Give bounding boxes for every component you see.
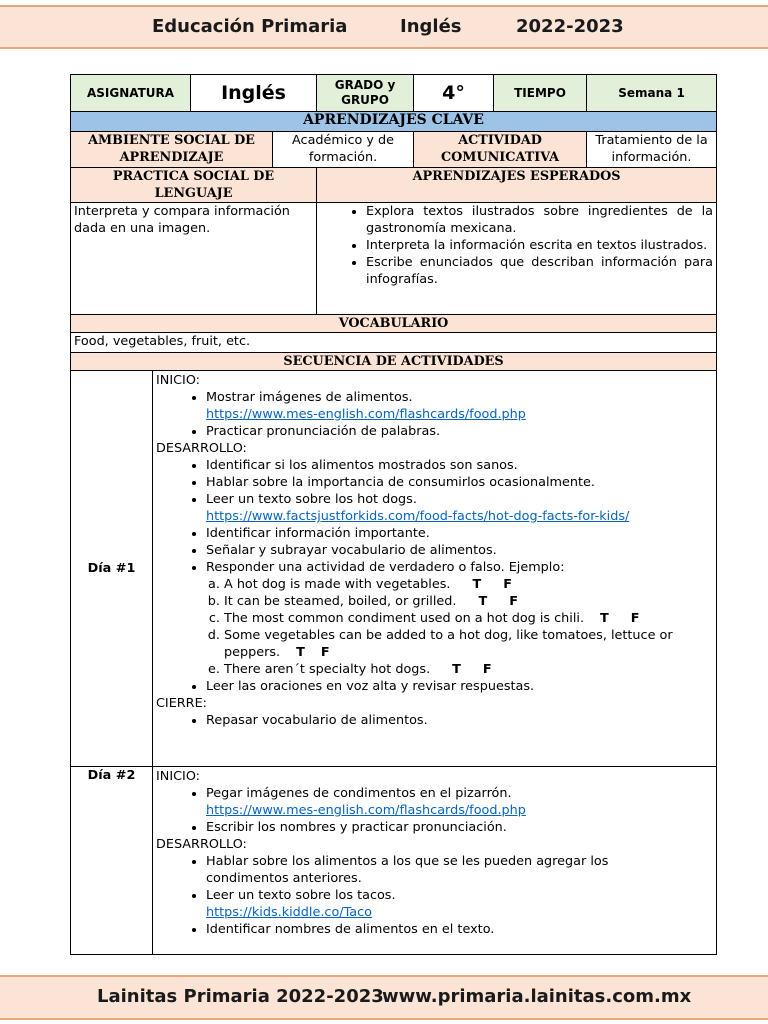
secuencia-heading: SECUENCIA DE ACTIVIDADES bbox=[71, 353, 717, 371]
actividad-label: ACTIVIDAD COMUNICATIVA bbox=[414, 132, 587, 168]
dia1-cierre-item: • Repasar vocabulario de alimentos. bbox=[206, 712, 713, 729]
true-false-list bbox=[156, 576, 713, 678]
dia1-desarrollo-heading: DESARROLLO: bbox=[156, 441, 247, 456]
esperado-item: • Escribe enunciados que describan información para infografías. bbox=[366, 254, 713, 288]
footer-url[interactable]: www.primaria.lainitas.com.mx bbox=[382, 986, 692, 1007]
dia1-inicio-heading: INICIO: bbox=[156, 373, 200, 388]
dia2-inicio-item: • Escribir los nombres y practicar pronunciación. bbox=[206, 819, 713, 836]
dia1-content bbox=[153, 371, 717, 767]
dia2-label: Día #2 bbox=[71, 767, 153, 955]
dia1-row bbox=[71, 371, 717, 767]
header-level: Educación Primaria bbox=[152, 16, 348, 37]
tf-t: T bbox=[478, 594, 488, 609]
dia1-desarrollo-item: • Responder una actividad de verdadero o falso. Ejemplo: bbox=[206, 559, 713, 576]
dia2-inicio-heading: INICIO: bbox=[156, 769, 200, 784]
footer-band bbox=[0, 975, 768, 1020]
tf-f: F bbox=[482, 662, 492, 677]
esperados-label: APRENDIZAJES ESPERADOS bbox=[317, 168, 717, 203]
tf-t: T bbox=[296, 645, 305, 660]
tf-f: F bbox=[320, 645, 330, 660]
dia1-link-2[interactable]: https://www.factsjustforkids.com/food-facts/hot-dog-facts-for-kids/ bbox=[206, 509, 630, 524]
grado-value: 4° bbox=[414, 75, 494, 112]
asignatura-value: Inglés bbox=[191, 75, 317, 112]
tf-f: F bbox=[509, 594, 518, 609]
tiempo-value: Semana 1 bbox=[587, 75, 717, 112]
dia2-desarrollo-item: • Leer un texto sobre los tacos. bbox=[206, 887, 623, 904]
tf-f: F bbox=[630, 611, 640, 626]
dia1-desarrollo-item: • Leer un texto sobre los hot dogs. bbox=[206, 491, 713, 508]
dia2-inicio-item: • Pegar imágenes de condimentos en el pizarrón. bbox=[206, 785, 713, 802]
dia2-link-1[interactable]: https://www.mes-english.com/flashcards/food.php bbox=[206, 803, 526, 818]
tf-item: e. There aren´t specialty hot dogs. T F bbox=[224, 661, 713, 678]
dia1-link-1[interactable]: https://www.mes-english.com/flashcards/food.php bbox=[206, 407, 526, 422]
dia1-inicio-item: • Mostrar imágenes de alimentos. bbox=[206, 389, 713, 406]
actividad-value: Tratamiento de la información. bbox=[587, 132, 717, 168]
dia2-content bbox=[153, 767, 717, 955]
tf-t: T bbox=[452, 662, 461, 677]
dia1-label: Día #1 bbox=[71, 371, 153, 767]
header-year: 2022-2023 bbox=[516, 16, 624, 37]
dia2-row bbox=[71, 767, 717, 955]
footer-brand: Lainitas Primaria 2022-2023 bbox=[97, 986, 384, 1007]
tf-item: a. A hot dog is made with vegetables. T F bbox=[224, 576, 713, 593]
dia1-desarrollo-item: • Identificar si los alimentos mostrados son sanos. bbox=[206, 457, 713, 474]
header-subject: Inglés bbox=[400, 16, 462, 37]
grado-label: GRADO y GRUPO bbox=[317, 75, 414, 112]
dia1-cierre-heading: CIERRE: bbox=[156, 696, 207, 711]
asignatura-label: ASIGNATURA bbox=[71, 75, 191, 112]
vocabulario-heading: VOCABULARIO bbox=[71, 315, 717, 333]
tf-t: T bbox=[472, 577, 482, 592]
dia2-desarrollo-heading: DESARROLLO: bbox=[156, 837, 247, 852]
aprendizajes-clave-heading: APRENDIZAJES CLAVE bbox=[71, 112, 717, 132]
tf-item: b. It can be steamed, boiled, or grilled. T F bbox=[224, 593, 713, 610]
ambiente-label: AMBIENTE SOCIAL DE APRENDIZAJE bbox=[71, 132, 273, 168]
dia1-desarrollo-item: • Señalar y subrayar vocabulario de alimentos. bbox=[206, 542, 713, 559]
esperado-item: • Interpreta la información escrita en textos ilustrados. bbox=[366, 237, 713, 254]
ambiente-row bbox=[71, 132, 717, 168]
esperado-item: • Explora textos ilustrados sobre ingredientes de la gastronomía mexicana. bbox=[366, 203, 713, 237]
practica-value: Interpreta y compara información dada en una imagen. bbox=[71, 203, 317, 315]
dia2-desarrollo-item: • Identificar nombres de alimentos en el texto. bbox=[206, 921, 713, 938]
tf-item: d. Some vegetables can be added to a hot dog, like tomatoes, lettuce or peppers. T F bbox=[224, 627, 713, 661]
vocabulario-value: Food, vegetables, fruit, etc. bbox=[71, 333, 717, 353]
info-row bbox=[71, 75, 717, 112]
practica-row bbox=[71, 203, 717, 315]
dia2-desarrollo-item: • Hablar sobre los alimentos a los que se les pueden agregar los condimentos anteriores. bbox=[206, 853, 623, 887]
dia2-link-2[interactable]: https://kids.kiddle.co/Taco bbox=[206, 905, 372, 920]
practica-label: PRACTICA SOCIAL DE LENGUAJE bbox=[71, 168, 317, 203]
dia1-desarrollo-item: • Leer las oraciones en voz alta y revisar respuestas. bbox=[206, 678, 713, 695]
dia1-desarrollo-item: • Hablar sobre la importancia de consumirlos ocasionalmente. bbox=[206, 474, 713, 491]
tiempo-label: TIEMPO bbox=[494, 75, 587, 112]
dia1-inicio-item: • Practicar pronunciación de palabras. bbox=[206, 423, 713, 440]
tf-f: F bbox=[503, 577, 512, 592]
lesson-plan-table bbox=[70, 74, 717, 955]
ambiente-value: Académico y de formación. bbox=[273, 132, 414, 168]
tf-t: T bbox=[600, 611, 609, 626]
dia1-desarrollo-item: • Identificar información importante. bbox=[206, 525, 713, 542]
tf-item: c. The most common condiment used on a hot dog is chili. T F bbox=[224, 610, 713, 627]
header-band bbox=[0, 5, 768, 49]
esperados-list bbox=[317, 203, 717, 315]
